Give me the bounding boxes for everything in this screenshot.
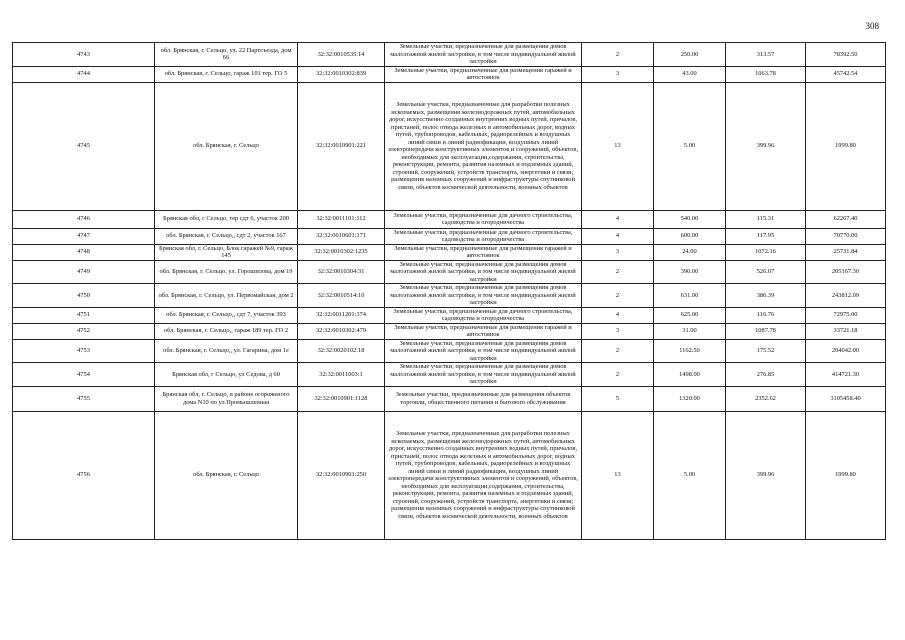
use-group-cell: 2 [582,363,654,387]
specific-value-cell: 115.31 [726,210,806,228]
land-registry-table [12,42,886,540]
specific-value-cell: 1063.78 [726,66,806,82]
area-cell: 5.00 [654,82,726,210]
permitted-use-cell: Земельные участки, предназначенные для дачного строительства, садоводства и огородничества [385,228,582,244]
row-number: 4754 [13,363,155,387]
use-group-cell: 2 [582,43,654,67]
cadastral-value-cell: 204042.00 [806,339,886,363]
use-group-cell: 5 [582,386,654,411]
cadastral-number-cell: 32:32:0010302:1235 [298,244,385,260]
specific-value-cell: 1072.16 [726,244,806,260]
table-row [13,210,886,228]
table-row [13,244,886,260]
specific-value-cell: 1087.78 [726,323,806,339]
cadastral-value-cell: 78392.50 [806,43,886,67]
area-cell: 625.00 [654,307,726,323]
row-number: 4756 [13,411,155,539]
table-row [13,323,886,339]
row-number: 4749 [13,260,155,284]
permitted-use-cell: Земельные участки, предназначенные для размещения домов малоэтажной жилой застройки, в том числе индивидуальной жилой застройки [385,260,582,284]
address-cell: обл. Брянская, г. Сельцо,, сдт 7, участок 393 [155,307,298,323]
address-cell: Брянская обл, г. Сельцо, Блок гаражей №9, гараж 145 [155,244,298,260]
table-row [13,284,886,308]
table-row [13,411,886,539]
cadastral-value-cell: 45742.54 [806,66,886,82]
area-cell: 250.00 [654,43,726,67]
area-cell: 5.00 [654,411,726,539]
specific-value-cell: 386.39 [726,284,806,308]
permitted-use-cell: Земельные участки, предназначенные для размещения домов малоэтажной жилой застройки, в том числе индивидуальной жилой застройки [385,43,582,67]
row-number: 4748 [13,244,155,260]
area-cell: 31.00 [654,323,726,339]
cadastral-value-cell: 1999.80 [806,411,886,539]
specific-value-cell: 399.96 [726,82,806,210]
cadastral-number-cell: 32:32:0010302:479 [298,323,385,339]
row-number: 4751 [13,307,155,323]
specific-value-cell: 175.52 [726,339,806,363]
address-cell: обл. Брянская, г. Сельцо [155,82,298,210]
address-cell: обл. Брянская, г. Сельцо, ул. Горошилова, дом 19 [155,260,298,284]
cadastral-value-cell: 3105458.40 [806,386,886,411]
cadastral-number-cell: 32:32:0010901:250 [298,411,385,539]
address-cell: Брянская обл, г. Сельцо, в районе огороженого дома N10 по ул Промышленная [155,386,298,411]
row-number: 4743 [13,43,155,67]
area-cell: 631.00 [654,284,726,308]
table-row [13,228,886,244]
specific-value-cell: 117.95 [726,228,806,244]
cadastral-number-cell: 32:32:0011003:1 [298,363,385,387]
cadastral-number-cell: 32:32:0010601:171 [298,228,385,244]
registry-body [13,43,886,540]
address-cell: обл. Брянская, г. Сельцо,, гараж 189 тер. ГО 2 [155,323,298,339]
area-cell: 1320.00 [654,386,726,411]
specific-value-cell: 313.57 [726,43,806,67]
specific-value-cell: 526.07 [726,260,806,284]
cadastral-value-cell: 70770.00 [806,228,886,244]
cadastral-number-cell: 32:32:0010514:10 [298,284,385,308]
cadastral-number-cell: 32:32:0010901:221 [298,82,385,210]
use-group-cell: 4 [582,228,654,244]
area-cell: 600.00 [654,228,726,244]
cadastral-value-cell: 25731.84 [806,244,886,260]
row-number: 4755 [13,386,155,411]
cadastral-number-cell: 32:32:0011101:112 [298,210,385,228]
specific-value-cell: 399.96 [726,411,806,539]
cadastral-number-cell: 32:32:0010901:1128 [298,386,385,411]
table-row [13,82,886,210]
use-group-cell: 2 [582,260,654,284]
row-number: 4750 [13,284,155,308]
area-cell: 540.00 [654,210,726,228]
row-number: 4746 [13,210,155,228]
address-cell: обл. Брянская, г. Сельцо, ул. Первомайская, дом 2 [155,284,298,308]
address-cell: Брянская обл, г Сельцо, тер сдт 6, участок 200 [155,210,298,228]
table-row [13,260,886,284]
use-group-cell: 13 [582,82,654,210]
address-cell: обл. Брянская, г. Сельцо [155,411,298,539]
use-group-cell: 3 [582,244,654,260]
cadastral-number-cell: 32:32:0020102:18 [298,339,385,363]
permitted-use-cell: Земельные участки, предназначенные для размещения объектов торговли, общественного питания и бытового обслуживания [385,386,582,411]
use-group-cell: 2 [582,339,654,363]
use-group-cell: 3 [582,66,654,82]
cadastral-number-cell: 32:32:0011201:374 [298,307,385,323]
cadastral-value-cell: 33721.18 [806,323,886,339]
cadastral-number-cell: 32:32:0010304:31 [298,260,385,284]
address-cell: обл. Брянская, г. Сельцо,, ул. Гагарина, дом 1е [155,339,298,363]
address-cell: обл. Брянская, г. Сельцо,, сдт 2, участок 167 [155,228,298,244]
cadastral-value-cell: 205167.30 [806,260,886,284]
table-row [13,307,886,323]
use-group-cell: 4 [582,210,654,228]
area-cell: 390.00 [654,260,726,284]
row-number: 4747 [13,228,155,244]
area-cell: 1498.00 [654,363,726,387]
area-cell: 43.00 [654,66,726,82]
area-cell: 24.00 [654,244,726,260]
cadastral-value-cell: 243812.09 [806,284,886,308]
cadastral-number-cell: 32:32:0010535:14 [298,43,385,67]
table-row [13,386,886,411]
specific-value-cell: 276.85 [726,363,806,387]
permitted-use-cell: Земельные участки, предназначенные для размещения гаражей и автостоянок [385,244,582,260]
permitted-use-cell: Земельные участки, предназначенные для разработки полезных ископаемых, размещения железнодорожных путей, автомобильных дорог, искусственно созданных внутренних водных путей, причалов, пристаней, полос отвода железных и автомобильных дорог, водных путей, трубопроводов, кабельных, радиорелейных и воздушных линий связи и линий радиофикации, воздушных линий электропередачи конструктивных элементов и сооружений, объектов, необходимых для эксплуатации,содержания, строительства, реконструкции, ремонта, развития наземных и подземных зданий, строений, сооружений, устройств транспорта, энергетики и связи; размещения наземных сооружений и инфраструктуры спутниковой связи, объектов космической деятельности, военных объектов [385,82,582,210]
permitted-use-cell: Земельные участки, предназначенные для дачного строительства, садоводства и огородничества [385,307,582,323]
use-group-cell: 3 [582,323,654,339]
permitted-use-cell: Земельные участки, предназначенные для дачного строительства, садоводства и огородничества [385,210,582,228]
permitted-use-cell: Земельные участки, предназначенные для размещения домов малоэтажной жилой застройки, в том числе индивидуальной жилой застройки [385,339,582,363]
specific-value-cell: 116.76 [726,307,806,323]
address-cell: Брянская обл, г Сельцо, ул Седова, д 60 [155,363,298,387]
row-number: 4752 [13,323,155,339]
permitted-use-cell: Земельные участки, предназначенные для размещения домов малоэтажной жилой застройки, в том числе индивидуальной жилой застройки [385,284,582,308]
address-cell: обл. Брянская, г. Сельцо, гараж 101 тер. ГО 5 [155,66,298,82]
table-row [13,339,886,363]
use-group-cell: 13 [582,411,654,539]
cadastral-value-cell: 72975.00 [806,307,886,323]
row-number: 4753 [13,339,155,363]
permitted-use-cell: Земельные участки, предназначенные для разработки полезных ископаемых, размещения железнодорожных путей, автомобильных дорог, искусственно созданных внутренних водных путей, причалов, пристаней, полос отвода железных и автомобильных дорог, водных путей, трубопроводов, кабельных, радиорелейных и воздушных линий связи и линий радиофикации, воздушных линий электропередачи конструктивных элементов и сооружений, объектов, необходимых для эксплуатации,содержания, строительства, реконструкции, ремонта, развития наземных и подземных зданий, строений, сооружений, устройств транспорта, энергетики и связи; размещения наземных сооружений и инфраструктуры спутниковой связи, объектов космической деятельности, военных объектов [385,411,582,539]
cadastral-value-cell: 1999.80 [806,82,886,210]
specific-value-cell: 2352.62 [726,386,806,411]
cadastral-value-cell: 62267.40 [806,210,886,228]
permitted-use-cell: Земельные участки, предназначенные для размещения гаражей и автостоянок [385,66,582,82]
use-group-cell: 2 [582,284,654,308]
cadastral-number-cell: 32:32:0010302:839 [298,66,385,82]
row-number: 4744 [13,66,155,82]
permitted-use-cell: Земельные участки, предназначенные для размещения домов малоэтажной жилой застройки, в том числе индивидуальной жилой застройки [385,363,582,387]
page-number: 308 [865,21,879,31]
permitted-use-cell: Земельные участки, предназначенные для размещения гаражей и автостоянок [385,323,582,339]
address-cell: обл. Брянская, г. Сельцо, ул. 22 Партсъезда, дом 66 [155,43,298,67]
row-number: 4745 [13,82,155,210]
use-group-cell: 4 [582,307,654,323]
area-cell: 1162.50 [654,339,726,363]
table-row [13,363,886,387]
table-row [13,66,886,82]
table-row [13,43,886,67]
cadastral-value-cell: 414721.30 [806,363,886,387]
